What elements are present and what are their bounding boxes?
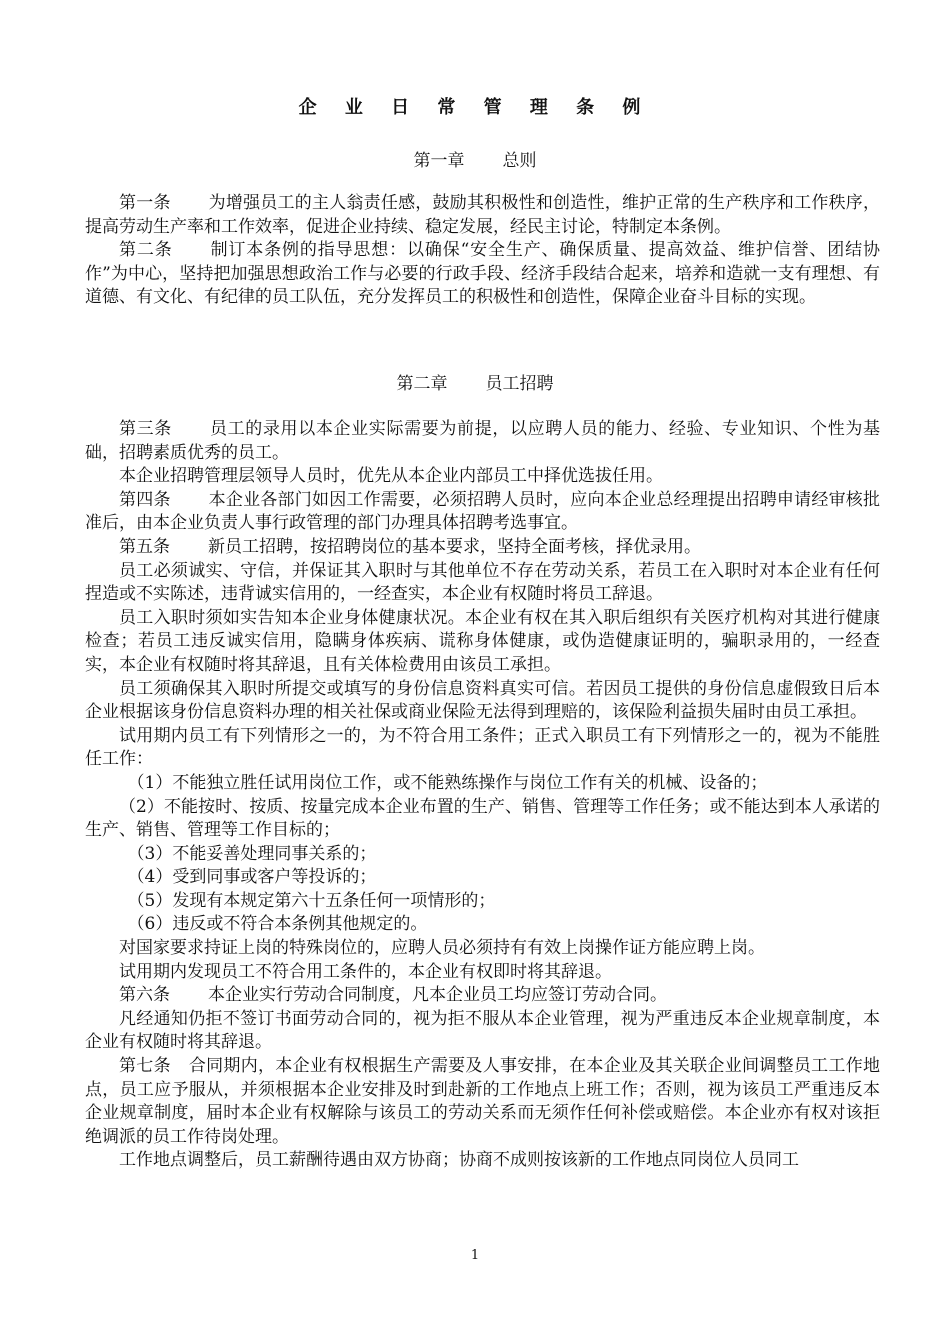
paragraph: 试用期内发现员工不符合用工条件的，本企业有权即时将其辞退。	[119, 961, 612, 982]
article-text: 为增强员工的主人翁责任感，鼓励其积极性和创造性，维护正常的生产秩序和工作秩序，提高劳动生产率和工作效率，促进企业持续、稳定发展，经民主讨论，特制定本条例。	[85, 193, 881, 237]
article-number: 第一条	[119, 193, 171, 213]
article-paragraph	[85, 536, 880, 560]
article-paragraph	[85, 418, 880, 465]
chapter-name: 总则	[502, 151, 537, 171]
chapter-name: 员工招聘	[485, 374, 554, 394]
article-number: 第三条	[119, 419, 172, 439]
article-paragraph	[85, 489, 880, 536]
article-text: 合同期内，本企业有权根据生产需要及人事安排，在本企业及其关联企业间调整员工工作地点，员工应予服从，并须根据本企业安排及时到赴新的工作地点上班工作；否则，视为该员工严重违反本企业规章制度，届时本企业有权解除与该员工的劳动关系而无须作任何补偿或赔偿。本企业亦有权对该拒绝调派的员工作待岗处理。	[85, 1056, 881, 1147]
list-item: （5）发现有本规定第六十五条任何一项情形的；	[127, 890, 496, 911]
document-title: 企 业 日 常 管 理 条 例	[298, 97, 652, 118]
article-text: 本企业各部门如因工作需要，必须招聘人员时，应向本企业总经理提出招聘申请经审核批准后，由本企业负责人事行政管理的部门办理具体招聘考选事宜。	[85, 489, 881, 534]
paragraph: 试用期内员工有下列情形之一的，为不符合用工条件；正式入职员工有下列情形之一的，视为不能胜任工作：	[85, 725, 880, 770]
list-item: （3）不能妥善处理同事关系的；	[127, 843, 377, 864]
article-text: 制订本条例的指导思想：以确保“安全生产、确保质量、提高效益、维护信誉、团结协作”为中心，坚持把加强思想政治工作与必要的行政手段、经济手段结合起来，培养和造就一支有理想、有道德、有文化、有纪律的员工队伍，充分发挥员工的积极性和创造性，保障企业奋斗目标的实现。	[85, 240, 880, 308]
list-item: （6）违反或不符合本条例其他规定的。	[127, 914, 428, 935]
paragraph: 工作地点调整后，员工薪酬待遇由双方协商；协商不成则按该新的工作地点同岗位人员同工	[119, 1150, 799, 1171]
article-paragraph	[85, 1055, 880, 1149]
paragraph: 对国家要求持证上岗的特殊岗位的，应聘人员必须持有有效上岗操作证方能应聘上岗。	[119, 938, 765, 959]
list-item: （2）不能按时、按质、按量完成本企业布置的生产、销售、管理等工作任务；或不能达到本人承诺的生产、销售、管理等工作目标的；	[85, 796, 880, 841]
article-number: 第二条	[119, 240, 173, 261]
paragraph: 本企业招聘管理层领导人员时，优先从本企业内部员工中择优选拔任用。	[119, 466, 663, 487]
article-text: 员工的录用以本企业实际需要为前提，以应聘人员的能力、经验、专业知识、个性为基础，招聘素质优秀的员工。	[85, 419, 881, 463]
article-paragraph	[85, 239, 880, 310]
document-body-2	[85, 418, 880, 1173]
article-text: 新员工招聘，按招聘岗位的基本要求，坚持全面考核，择优录用。	[208, 536, 701, 557]
chapter-number: 第二章	[396, 374, 448, 394]
article-number: 第六条	[119, 985, 170, 1006]
page-number: 1	[470, 1248, 480, 1263]
chapter-number: 第一章	[413, 151, 465, 171]
paragraph: 员工须确保其入职时所提交或填写的身份信息资料真实可信。若因员工提供的身份信息虚假致日后本企业根据该身份信息资料办理的相关社保或商业保险无法得到理赔的，该保险利益损失届时由员工承担。	[85, 678, 880, 723]
article-paragraph	[85, 984, 880, 1008]
paragraph: 员工必须诚实、守信，并保证其入职时与其他单位不存在劳动关系，若员工在入职时对本企业有任何捏造或不实陈述，违背诚实信用的，一经查实，本企业有权随时将员工辞退。	[85, 560, 880, 605]
article-number: 第四条	[119, 489, 171, 510]
list-item: （4）受到同事或客户等投诉的；	[127, 867, 377, 888]
chapter-heading-1	[0, 146, 950, 171]
article-text: 本企业实行劳动合同制度，凡本企业员工均应签订劳动合同。	[208, 985, 667, 1006]
article-number: 第七条	[119, 1056, 171, 1077]
paragraph: 凡经通知仍拒不签订书面劳动合同的，视为拒不服从本企业管理，视为严重违反本企业规章制度，本企业有权随时将其辞退。	[85, 1008, 880, 1053]
article-number: 第五条	[119, 536, 170, 557]
chapter-heading-2	[0, 369, 950, 394]
list-item: （1）不能独立胜任试用岗位工作，或不能熟练操作与岗位工作有关的机械、设备的；	[127, 772, 768, 793]
paragraph: 员工入职时须如实告知本企业身体健康状况。本企业有权在其入职后组织有关医疗机构对其进行健康检查；若员工违反诚实信用，隐瞒身体疾病、谎称身体健康，或伪造健康证明的，骗职录用的，一经查实，本企业有权随时将其辞退，且有关体检费用由该员工承担。	[85, 607, 880, 675]
article-paragraph	[85, 192, 880, 239]
document-body	[85, 192, 880, 310]
